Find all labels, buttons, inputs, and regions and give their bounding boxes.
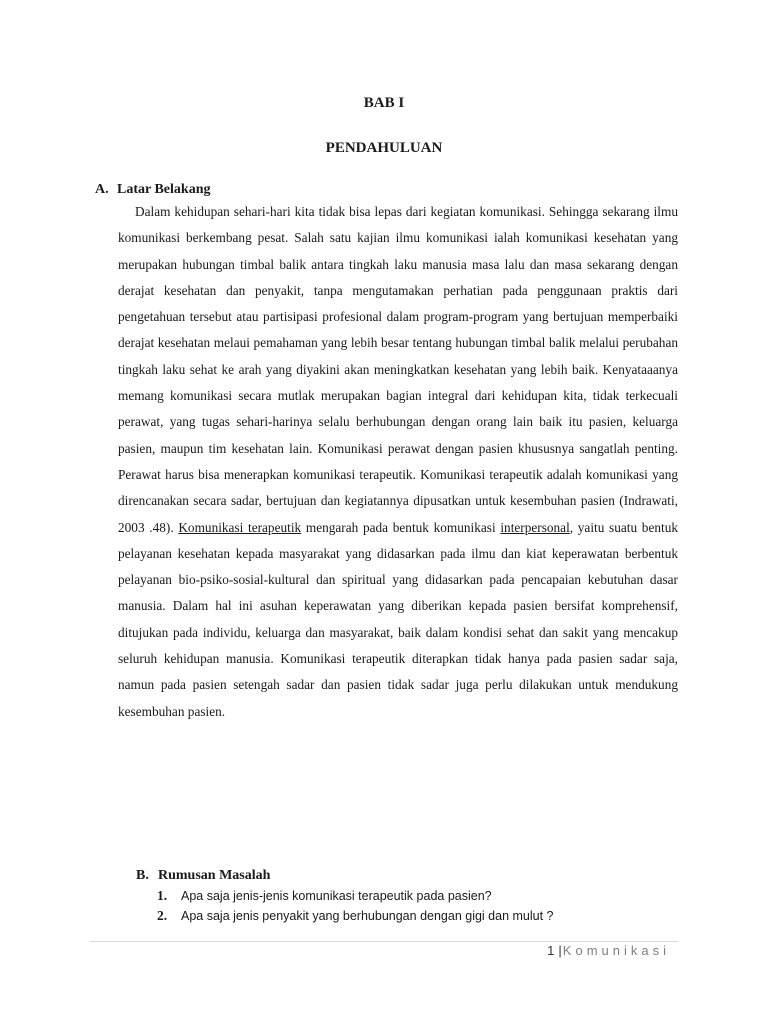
footer-divider (90, 941, 678, 942)
list-item-number: 1. (157, 888, 168, 903)
list-item (157, 906, 554, 926)
hyperlink-interpersonal[interactable]: interpersonal (500, 519, 570, 535)
section-a-marker: A. (95, 182, 109, 197)
problem-question-list (157, 886, 554, 926)
paragraph-text-part-2: mengarah pada bentuk komunikasi (301, 519, 501, 535)
list-item-text: Apa saja jenis-jenis komunikasi terapeutik pada pasien? (181, 889, 492, 903)
hyperlink-komunikasi-terapeutik[interactable]: Komunikasi terapeutik (178, 519, 302, 535)
list-item-text: Apa saja jenis penyakit yang berhubungan dengan gigi dan mulut ? (181, 909, 554, 923)
footer-separator: | (558, 943, 562, 958)
section-b-heading (136, 868, 270, 884)
chapter-title: PENDAHULUAN (325, 140, 443, 156)
section-a-title: Latar Belakang (117, 182, 211, 197)
section-a-heading (95, 182, 210, 198)
list-item-number: 2. (157, 908, 168, 923)
page-footer (547, 943, 670, 958)
paragraph-text-part-1: Dalam kehidupan sehari-hari kita tidak bisa lepas dari kegiatan komunikasi. Sehingga sekarang ilmu komunikasi berkembang pesat. Salah satu kajian ilmu komunikasi ialah komunikasi kesehatan yang merupakan hubungan timbal balik antara tingkah laku manusia masa lalu dan masa sekarang dengan derajat kesehatan dan penyakit, tanpa mengutamakan perhatian pada penggunaan praktis dari pengetahuan tersebut atau partisipasi profesional dalam program-program yang bertujuan memperbaiki derajat kesehatan melaui pemahaman yang lebih besar tentang hubungan timbal balik melalui perubahan tingkah laku sehat ke arah yang diyakini akan meningkatkan kesehatan yang lebih baik. Kenyataaanya memang komunikasi secara mutlak merupakan bagian integral dari kehidupan kita, tidak terkecuali perawat, yang tugas sehari-harinya selalu berhubungan dengan orang lain baik itu pasien, keluarga pasien, maupun tim kesehatan lain. Komunikasi perawat dengan pasien khususnya sangatlah penting. Perawat harus bisa menerapkan komunikasi terapeutik. Komunikasi terapeutik adalah komunikasi yang direncanakan secara sadar, bertujuan dan kegiatannya dipusatkan untuk kesembuhan pasien (Indrawati, 2003 .48). (118, 204, 678, 535)
list-item (157, 886, 554, 906)
page-number: 1 (547, 943, 555, 958)
background-paragraph (118, 199, 678, 725)
footer-label: Komunikasi (562, 943, 670, 958)
chapter-number: BAB I (363, 95, 405, 111)
section-b-title: Rumusan Masalah (158, 868, 271, 883)
section-b-marker: B. (136, 868, 149, 883)
paragraph-text-part-3: , yaitu suatu bentuk pelayanan kesehatan kepada masyarakat yang didasarkan pada ilmu dan kiat keperawatan berbentuk pelayanan bio-psiko-sosial-kultural dan spiritual yang didasarkan pada pencapaian kebutuhan dasar manusia. Dalam hal ini asuhan keperawatan yang diberikan kepada pasien bersifat komprehensif, ditujukan pada individu, keluarga dan masyarakat, baik dalam kondisi sehat dan sakit yang mencakup seluruh kehidupan manusia. Komunikasi terapeutik diterapkan tidak hanya pada pasien sadar saja, namun pada pasien setengah sadar dan pasien tidak sadar juga perlu dilakukan untuk mendukung kesembuhan pasien. (118, 519, 678, 719)
